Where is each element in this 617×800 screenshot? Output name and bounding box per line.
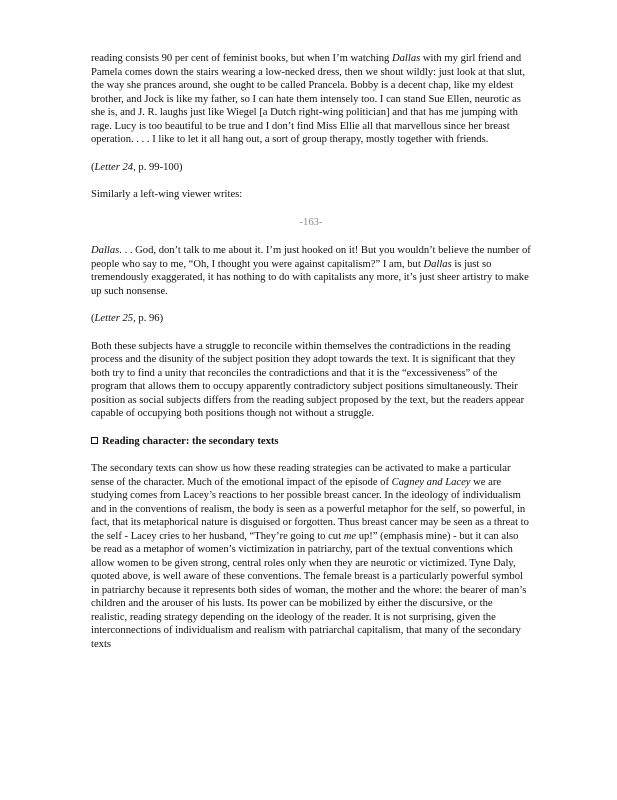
citation-open: ( [91,313,95,324]
body-paragraph-secondary-texts [91,462,531,651]
emphasis-dallas: Dallas [91,245,120,256]
document-page [91,52,531,665]
text-run: we are studying comes from Lacey’s reactions to her possible breast cancer. In the ideology of individualism and in the conventions of realism, the body is seen as a powerful metaphor for the self, so powerful, in fact, that its metaphorical nature is disguised or forgotten. Thus breast cancer may be seen as a threat to the self - Lacey cries to her husband, “They’re going to cut [91,476,529,542]
text-run: reading consists 90 per cent of feminist books, but when I’m watching [91,53,392,64]
emphasis-cagney-and-lacey: Cagney and Lacey [391,476,471,488]
citation-letter-25 [91,312,531,326]
text-run: with my girl friend and Pamela comes down the stairs wearing a low-necked dress, then we shout wildly: just look at that slut, the way she prances around, she ought to be called Prancela. Bobby is a decent chap, like my eldest brother, and Jock is like my father, so I can hate them intensely too. I can stand Sue Ellen, neurotic as she is, and J. R. laughs just like Wiegel [a Dutch right-wing politician] and that has me jumping with rage. Lucy is too beautiful to be true and I don’t find Miss Ellie all that marvellous since her breast operation. . . . I like to let it all hang out, a sort of group therapy, mostly together with friends. [91,53,525,145]
body-paragraph-subjects: Both these subjects have a struggle to reconcile within themselves the contradictions in the reading process and the disunity of the subject position they adopt towards the text. It is significant that they both try to find a unity that reconciles the contradictions and that it is the “excessiveness” of the program that allows them to occupy apparently contradictory subject positions simultaneously. Their position as social subjects differs from the reading subject proposed by the text, but the readers appear capable of occupying both positions though not without a struggle. [91,340,525,419]
text-run: . . . God, don’t talk to me about it. I’m just hooked on it! But you wouldn’t believe the number of people who say to me, “Oh, I thought you were against capitalism?” I am, but [91,245,531,270]
quote-letter-25 [91,244,531,298]
emphasis-me: me [343,530,357,542]
page-number: -163- [299,216,323,228]
section-heading-text: Reading character: the secondary texts [102,435,279,447]
section-heading [91,435,531,449]
text-run: is just so tremendously exaggerated, it has nothing to do with capitalists any more, it’s just sheer artistry to make up such nonsense. [91,258,529,297]
emphasis-dallas: Dallas [391,53,421,64]
quote-letter-24 [91,52,531,147]
citation-pages: , p. 96) [133,313,164,324]
citation-title: Letter 24 [94,161,134,173]
emphasis-dallas: Dallas [423,258,452,270]
square-bullet-icon [91,437,98,444]
citation-pages: , p. 99-100) [133,161,183,173]
citation-letter-24 [91,161,531,175]
text-run: The secondary texts can show us how these reading strategies can be activated to make a particular sense of the character. Much of the emotional impact of the episode of [91,463,511,488]
citation-title: Letter 25 [94,313,134,324]
intro-left-wing-viewer: Similarly a left-wing viewer writes: [91,189,243,200]
citation-open: ( [91,161,95,173]
text-run: up!” (emphasis mine) - but it can also be read as a metaphor of women’s victimization in patriarchy, part of the textual conventions which allow women to be given strong, central roles only when they are neurotic or victimized. Tyne Daly, quoted above, is well aware of these conventions. The female breast is a particularly powerful symbol in patriarchy because it represents both sides of woman, the mother and the whore: the bearer of man’s children and the arouser of his lusts. Its power can be mobilized by either the discursive, or the realistic, reading strategy depending on the ideology of the reader. It is not surprising, given the interconnections of individualism and realism with patriarchal capitalism, that many of the secondary texts [91,530,527,650]
